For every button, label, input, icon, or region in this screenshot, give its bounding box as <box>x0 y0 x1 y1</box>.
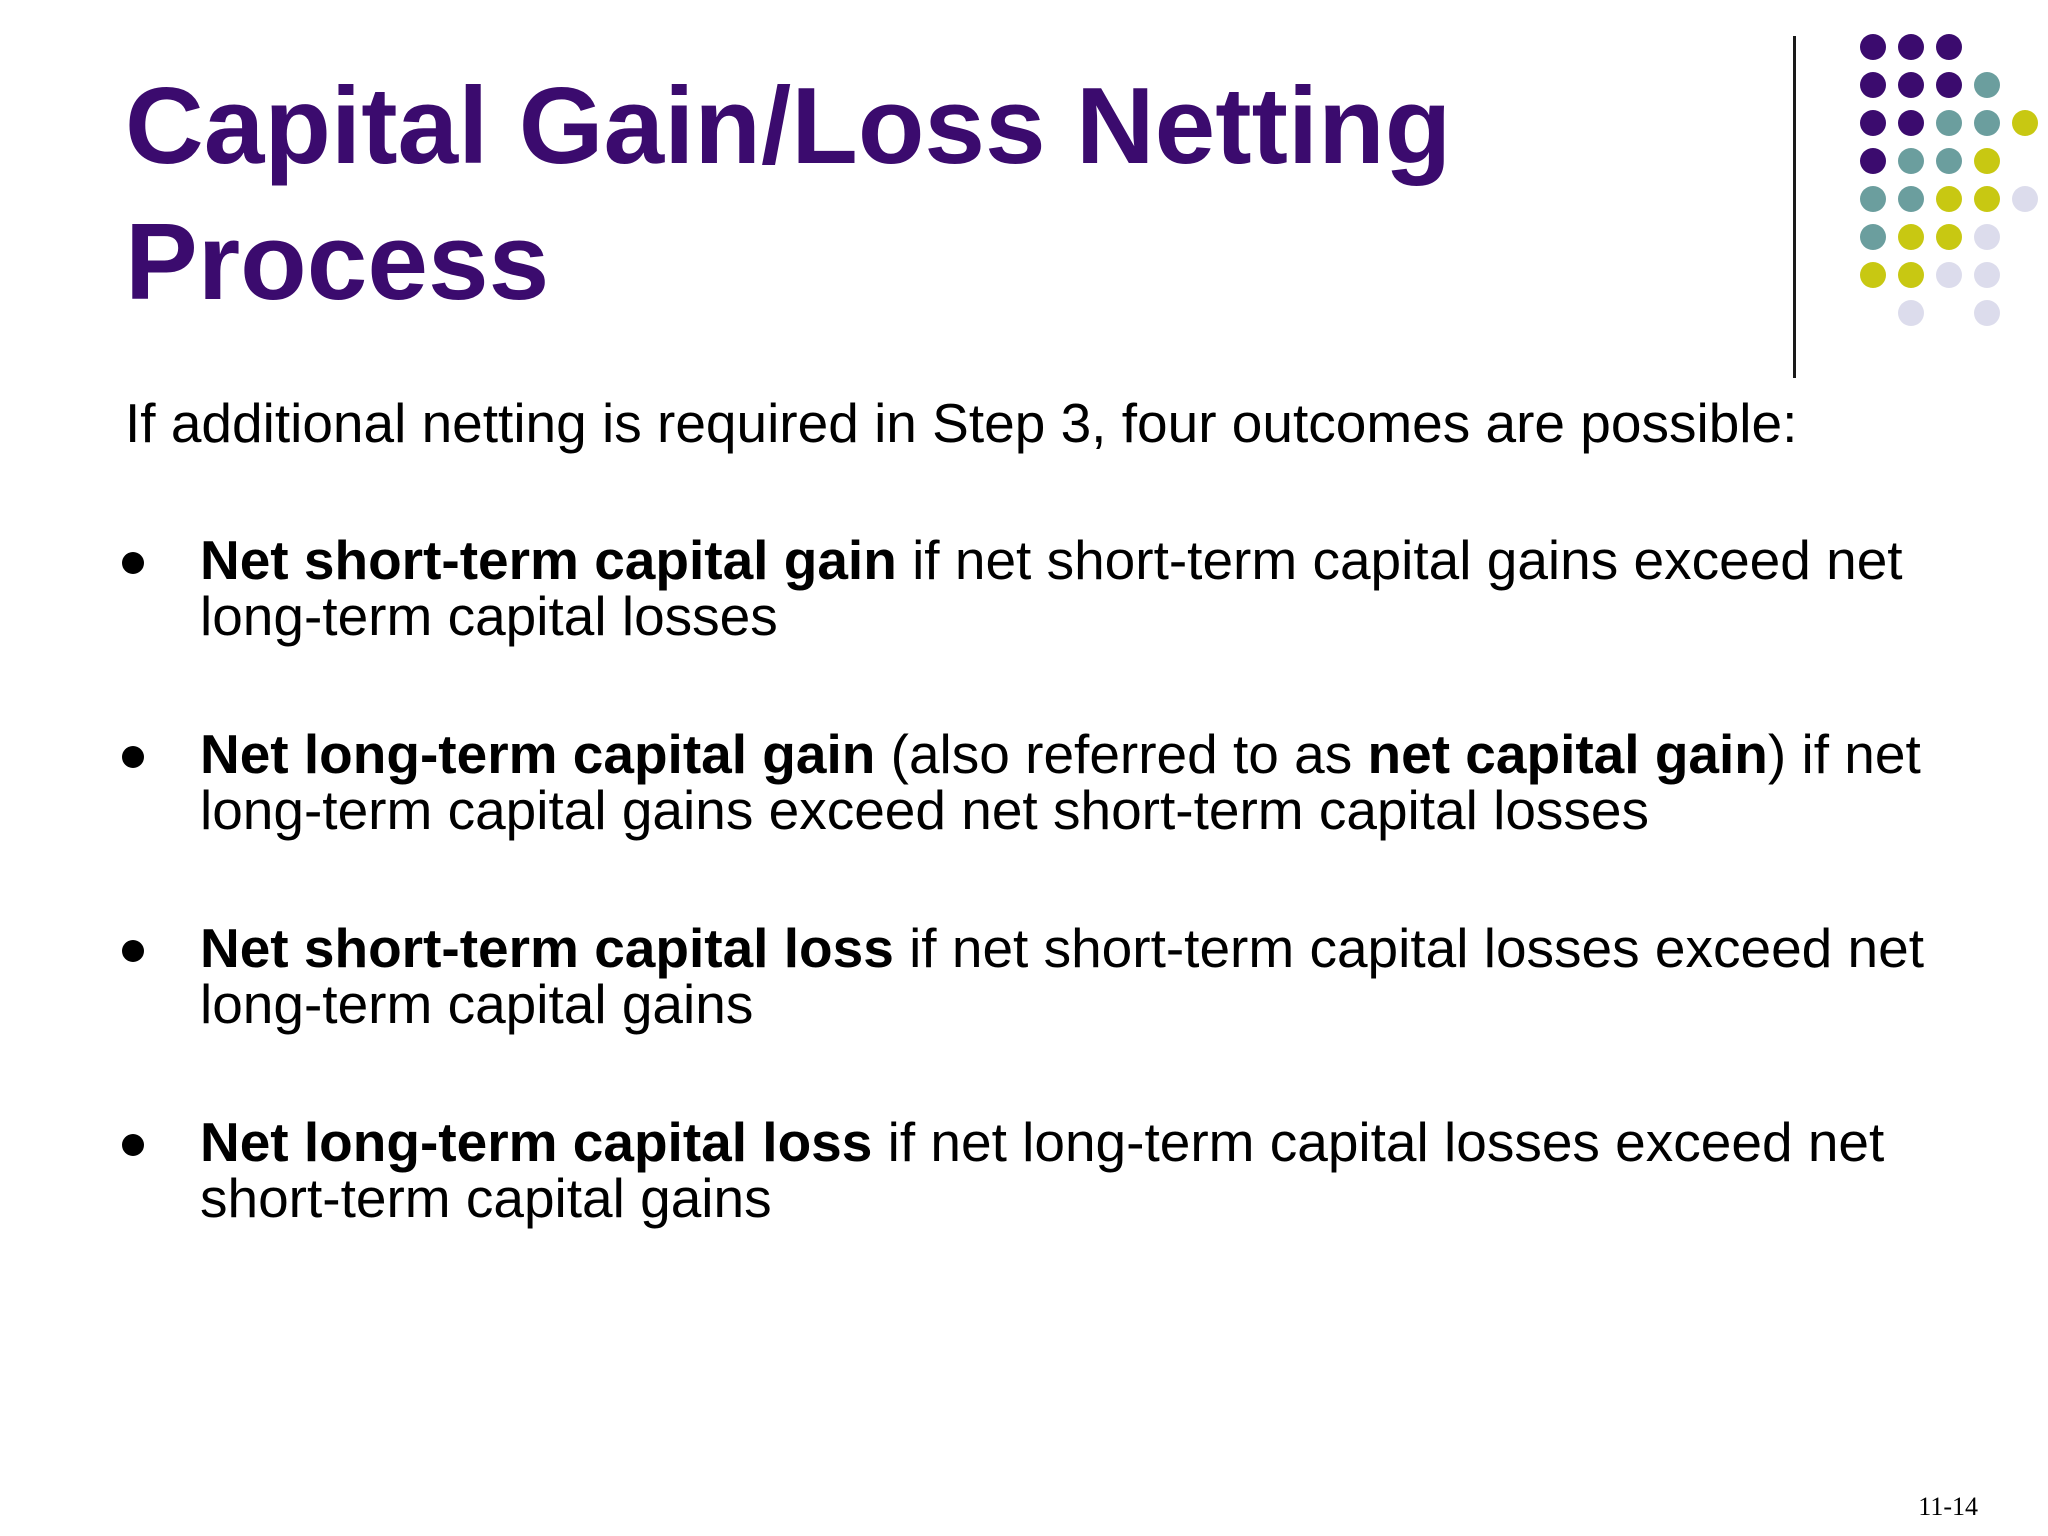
decorative-dot <box>1936 186 1962 212</box>
decorative-dot <box>1898 186 1924 212</box>
decorative-dot <box>1936 148 1962 174</box>
slide-title <box>125 58 1725 330</box>
decorative-dot <box>1974 110 2000 136</box>
decorative-dot <box>1860 262 1886 288</box>
bullet-text: (also referred to as <box>875 723 1368 785</box>
list-item <box>200 529 1960 647</box>
bullet-term-secondary: net capital gain <box>1367 723 1768 785</box>
list-item <box>200 917 1960 1035</box>
decorative-dot <box>1860 224 1886 250</box>
decorative-dot <box>2012 186 2038 212</box>
bullet-text: ) if net long-term capital gains exceed net short-term capital losses <box>200 723 1921 841</box>
bullet-text: if net short-term capital gains exceed net long-term capital losses <box>200 529 1903 647</box>
decorative-dot <box>1936 262 1962 288</box>
decorative-dot <box>1974 224 2000 250</box>
decorative-dot <box>1860 34 1886 60</box>
decorative-dot <box>1898 224 1924 250</box>
bullet-icon <box>122 746 144 768</box>
decorative-dot <box>1898 262 1924 288</box>
decorative-dot <box>1974 148 2000 174</box>
decorative-dot <box>1936 224 1962 250</box>
decorative-dot <box>1898 300 1924 326</box>
slide-title-line-1: Capital Gain/Loss Netting <box>125 65 1452 187</box>
decorative-dot <box>1974 186 2000 212</box>
decorative-dot <box>1936 72 1962 98</box>
bullet-icon <box>122 1134 144 1156</box>
decorative-dot <box>1860 148 1886 174</box>
decorative-dot <box>1936 110 1962 136</box>
bullet-text: if net short-term capital losses exceed net long-term capital gains <box>200 917 1924 1035</box>
bullet-term: Net long-term capital loss <box>200 1111 873 1173</box>
decorative-dot <box>1936 34 1962 60</box>
decorative-dot <box>1898 148 1924 174</box>
decorative-dot <box>1860 110 1886 136</box>
decorative-dot <box>1860 72 1886 98</box>
decorative-dot <box>1974 72 2000 98</box>
intro-text: If additional netting is required in Step 3, four outcomes are possible: <box>125 392 1798 454</box>
decorative-dot <box>1898 34 1924 60</box>
list-item <box>200 1111 1960 1229</box>
bullet-text: if net long-term capital losses exceed net short-term capital gains <box>200 1111 1885 1229</box>
bullet-term: Net short-term capital gain <box>200 529 897 591</box>
decorative-dot <box>1898 110 1924 136</box>
vertical-divider <box>1793 36 1796 378</box>
decorative-dot <box>2012 110 2038 136</box>
decorative-dot <box>1860 186 1886 212</box>
slide-title-line-2: Process <box>125 201 550 323</box>
decorative-dot <box>1974 262 2000 288</box>
bullet-icon <box>122 940 144 962</box>
page-number: 11-14 <box>1918 1492 1978 1521</box>
bullet-term: Net long-term capital gain <box>200 723 876 785</box>
bullet-icon <box>122 552 144 574</box>
decorative-dot <box>1974 300 2000 326</box>
decorative-dot <box>1898 72 1924 98</box>
bullet-term: Net short-term capital loss <box>200 917 894 979</box>
list-item <box>200 723 1960 841</box>
